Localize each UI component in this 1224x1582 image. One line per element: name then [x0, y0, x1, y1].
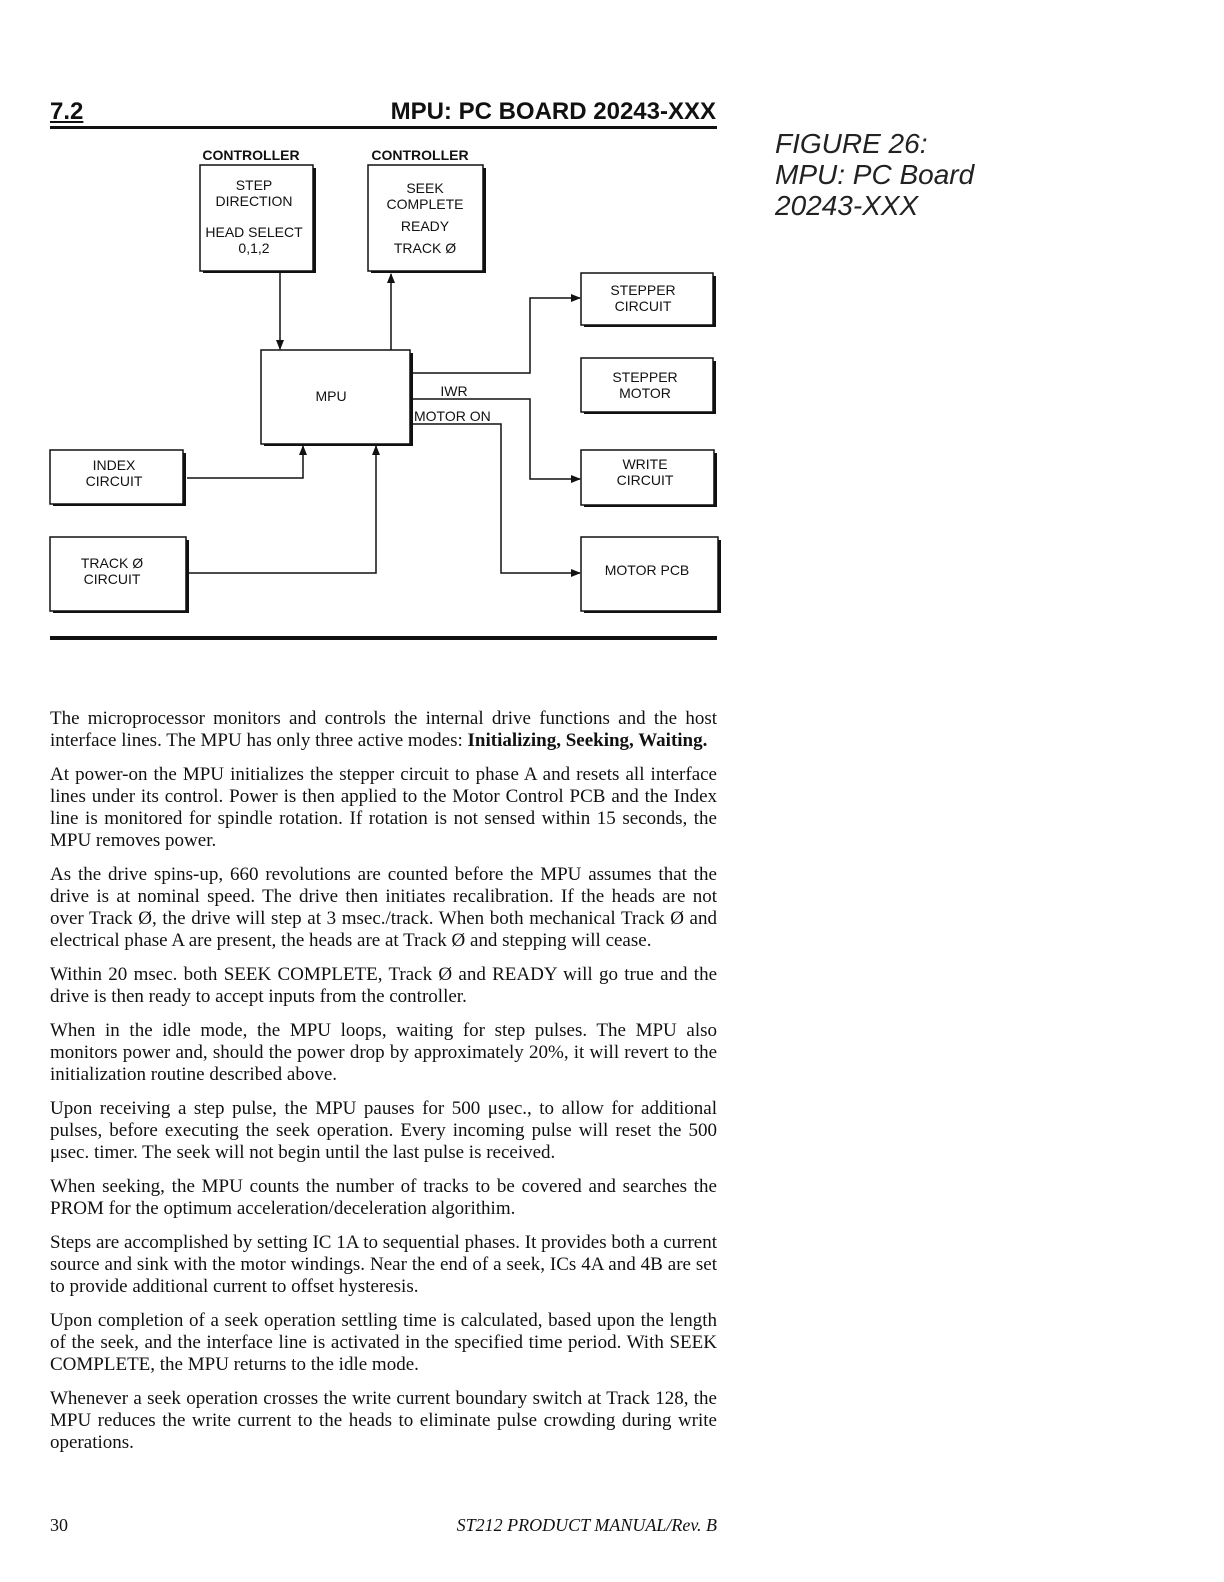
- stepper-motor-line1: STEPPER: [612, 369, 678, 385]
- paragraph: Steps are accomplished by setting IC 1A to sequential phases. It provides both a current source and sink with the motor windings. Near the end of a seek, ICs 4A and 4B are set to provide additional current to offset hysteresis.: [50, 1232, 717, 1297]
- controller-in-line-direction: DIRECTION: [215, 193, 293, 209]
- controller-in-line-step: STEP: [235, 177, 273, 193]
- track0-circuit-box: [50, 537, 189, 613]
- track0-circuit-line1: TRACK Ø: [80, 555, 144, 571]
- paragraph: As the drive spins-up, 660 revolutions are counted before the MPU assumes that the drive is at nominal speed. The drive then initiates recalibration. If the heads are not over Track Ø, the drive will step at 3 msec./track. When both mechanical Track Ø and electrical phase A are present, the heads are at Track Ø and stepping will cease.: [50, 864, 717, 951]
- mpu-box: [261, 350, 413, 446]
- paragraph: Whenever a seek operation crosses the write current boundary switch at Track 128, the MPU reduces the write current to the heads to eliminate pulse crowding during write operations.: [50, 1388, 717, 1453]
- figure-bottom-rule: [50, 636, 717, 640]
- signal-iwr-label: IWR: [440, 383, 468, 399]
- figure-caption-line2: MPU: PC Board: [775, 159, 975, 190]
- paragraph: When in the idle mode, the MPU loops, waiting for step pulses. The MPU also monitors power and, should the power drop by approximately 20%, it will revert to the initialization routine described above.: [50, 1020, 717, 1085]
- section-number: 7.2: [50, 98, 84, 125]
- modes-list: Initializing, Seeking, Waiting.: [467, 730, 708, 751]
- paragraph: Upon receiving a step pulse, the MPU pauses for 500 μsec., to allow for additional pulses, before executing the seek operation. Every incoming pulse will reset the 500 μsec. timer. The seek will not begin until the last pulse is received.: [50, 1098, 717, 1163]
- controller-out-heading: CONTROLLER: [371, 147, 469, 163]
- mpu-label: MPU: [315, 388, 347, 404]
- motor-pcb-label: MOTOR PCB: [604, 562, 690, 578]
- controller-in-line-heads: 0,1,2: [238, 240, 270, 256]
- page-title: MPU: PC BOARD 20243-XXX: [390, 98, 716, 125]
- line-track0-to-mpu: [189, 446, 376, 573]
- controller-out-box: [368, 165, 486, 273]
- signal-motor-on-label: MOTOR ON: [414, 408, 491, 424]
- write-circuit-line2: CIRCUIT: [616, 472, 674, 488]
- motor-pcb-box: [581, 537, 721, 613]
- controller-out-line-complete: COMPLETE: [386, 196, 464, 212]
- paragraph: When seeking, the MPU counts the number of tracks to be covered and searches the PROM for the optimum acceleration/deceleration algorithim.: [50, 1176, 717, 1219]
- index-circuit-line1: INDEX: [92, 457, 136, 473]
- stepper-circuit-line1: STEPPER: [610, 282, 676, 298]
- stepper-motor-line2: MOTOR: [619, 385, 671, 401]
- line-index-to-mpu: [187, 446, 303, 478]
- write-circuit-box: [581, 450, 717, 507]
- controller-out-line-ready: READY: [400, 218, 450, 234]
- page-number: 30: [50, 1515, 68, 1535]
- index-circuit-line2: CIRCUIT: [85, 473, 143, 489]
- paragraph: Upon completion of a seek operation settling time is calculated, based upon the length of the seek, and the interface line is activated in the specified time period. With SEEK COMPLETE, the MPU returns to the idle mode.: [50, 1310, 717, 1375]
- line-mpu-to-stepper-circuit: [413, 298, 580, 373]
- manual-title: ST212 PRODUCT MANUAL/Rev. B: [456, 1515, 717, 1535]
- controller-in-line-head-select: HEAD SELECT: [205, 224, 303, 240]
- mpu-block-diagram: [0, 0, 1224, 660]
- controller-in-heading: CONTROLLER: [202, 147, 300, 163]
- controller-out-line-track0: TRACK Ø: [393, 240, 457, 256]
- controller-out-line-seek: SEEK: [406, 180, 444, 196]
- figure-caption-line1: FIGURE 26:: [775, 128, 928, 159]
- write-circuit-line1: WRITE: [622, 456, 668, 472]
- paragraph: [50, 708, 717, 752]
- paragraph: Within 20 msec. both SEEK COMPLETE, Track Ø and READY will go true and the drive is then ready to accept inputs from the controller.: [50, 964, 717, 1007]
- stepper-circuit-line2: CIRCUIT: [614, 298, 672, 314]
- paragraph: At power-on the MPU initializes the stepper circuit to phase A and resets all interface lines under its control. Power is then applied to the Motor Control PCB and the Index line is monitored for spindle rotation. If rotation is not sensed within 15 seconds, the MPU removes power.: [50, 764, 717, 851]
- stepper-motor-box: [581, 358, 716, 414]
- controller-in-box: [200, 165, 316, 273]
- line-motor-on-to-motor-pcb: [413, 424, 580, 573]
- paragraph-1-text: The microprocessor monitors and controls the internal drive functions and the host interface lines. The MPU has only three active modes:: [50, 708, 717, 751]
- figure-caption-line3: 20243-XXX: [775, 190, 919, 221]
- index-circuit-box: [50, 450, 186, 506]
- track0-circuit-line2: CIRCUIT: [83, 571, 141, 587]
- stepper-circuit-box: [581, 273, 716, 327]
- body-text: [50, 708, 717, 1466]
